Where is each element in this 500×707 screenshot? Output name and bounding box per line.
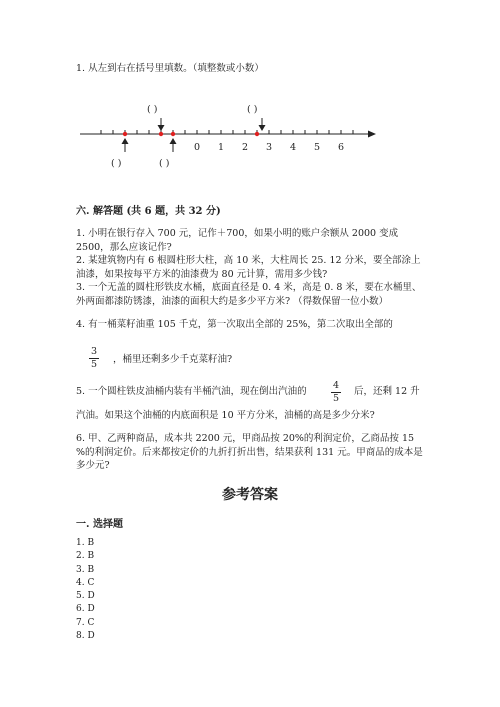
answer-item: 2. B [76, 551, 95, 562]
fraction-numerator: 4 [332, 380, 340, 391]
answer-section-1-title: 一. 选择题 [76, 519, 123, 530]
tick-label-1: 1 [218, 142, 225, 153]
red-point-3 [171, 132, 175, 136]
fraction-four-fifths [329, 380, 343, 405]
answer-bracket-bottom-1[interactable]: ( ) [111, 158, 122, 169]
fraction-denominator: 5 [90, 359, 98, 370]
answer-item: 8. D [76, 631, 95, 642]
problem-5-line-1a: 5. 一个圆柱铁皮油桶内装有半桶汽油，现在倒出汽油的 [76, 386, 307, 397]
answer-item: 6. D [76, 604, 95, 615]
down-arrow-2 [259, 118, 266, 131]
section-6-title: 六. 解答题 (共 6 题，共 32 分) [76, 206, 221, 217]
answer-bracket-top-1[interactable]: ( ) [147, 104, 158, 115]
question-1: 1. 从左到右在括号里填数。（填整数或小数） [76, 63, 264, 74]
problem-6: 6. 甲、乙两种商品，成本共 2200 元，甲商品按 20%的利润定价，乙商品按 15 %的利润定价。后来都按定价的九折打折出售，结果获利 131 元。甲商品的成本是多少元? [76, 433, 423, 471]
red-point-2 [159, 132, 163, 136]
problem-1: 1. 小明在银行存入 700 元，记作＋700，如果小明的账户余额从 2000 变成 2500，那么应该记作? [76, 228, 399, 253]
answer-item: 1. B [76, 538, 95, 548]
tick-label-2: 2 [242, 142, 249, 153]
tick-label-0: 0 [194, 142, 201, 153]
tick-label-5: 5 [314, 142, 321, 153]
fraction-three-fifths [87, 346, 101, 371]
problem-5-line-1b: 后，还剩 12 升 [354, 386, 420, 397]
problem-4-line-1: 4. 有一桶菜籽油重 105 千克，第一次取出全部的 25%，第二次取出全部的 [76, 319, 393, 330]
problem-2: 2. 某建筑物内有 6 根圆柱形大柱，高 10 米，大柱周长 25. 12 分米，要全部涂上油漆，如果按每平方米的油漆费为 80 元计算，需用多少钱? [76, 255, 421, 280]
problem-4-line-2: ，桶里还剩多少千克菜籽油? [113, 354, 233, 365]
up-arrow-1 [122, 138, 129, 152]
problem-3: 3. 一个无盖的圆柱形铁皮水桶，底面直径是 0. 4 米，高是 0. 8 米，要在水桶里、外两面都漆防锈漆，油漆的面积大约是多少平方米? （得数保留一位小数） [76, 282, 422, 307]
answer-key-title: 参考答案 [222, 487, 278, 503]
answer-item: 4. C [76, 577, 95, 588]
answer-list [76, 537, 95, 643]
answer-bracket-top-2[interactable]: ( ) [247, 104, 258, 115]
axis-ticks [101, 130, 353, 134]
down-arrow-1 [158, 118, 165, 131]
axis-arrowhead [368, 131, 376, 138]
red-point-4 [255, 132, 259, 136]
tick-label-3: 3 [266, 142, 273, 153]
answer-bracket-bottom-2[interactable]: ( ) [159, 158, 170, 169]
red-point-1 [123, 132, 127, 136]
answer-item: 7. C [76, 617, 95, 628]
fraction-denominator: 5 [332, 393, 340, 404]
answer-item: 3. B [76, 564, 95, 575]
up-arrow-2 [170, 138, 177, 152]
answer-item: 5. D [76, 591, 95, 602]
problem-5-line-2: 汽油。如果这个油桶的内底面积是 10 平方分米，油桶的高是多少分米? [76, 410, 375, 421]
tick-label-4: 4 [290, 142, 297, 153]
tick-label-6: 6 [338, 142, 345, 153]
number-line-svg [0, 0, 500, 200]
fraction-numerator: 3 [90, 346, 98, 357]
